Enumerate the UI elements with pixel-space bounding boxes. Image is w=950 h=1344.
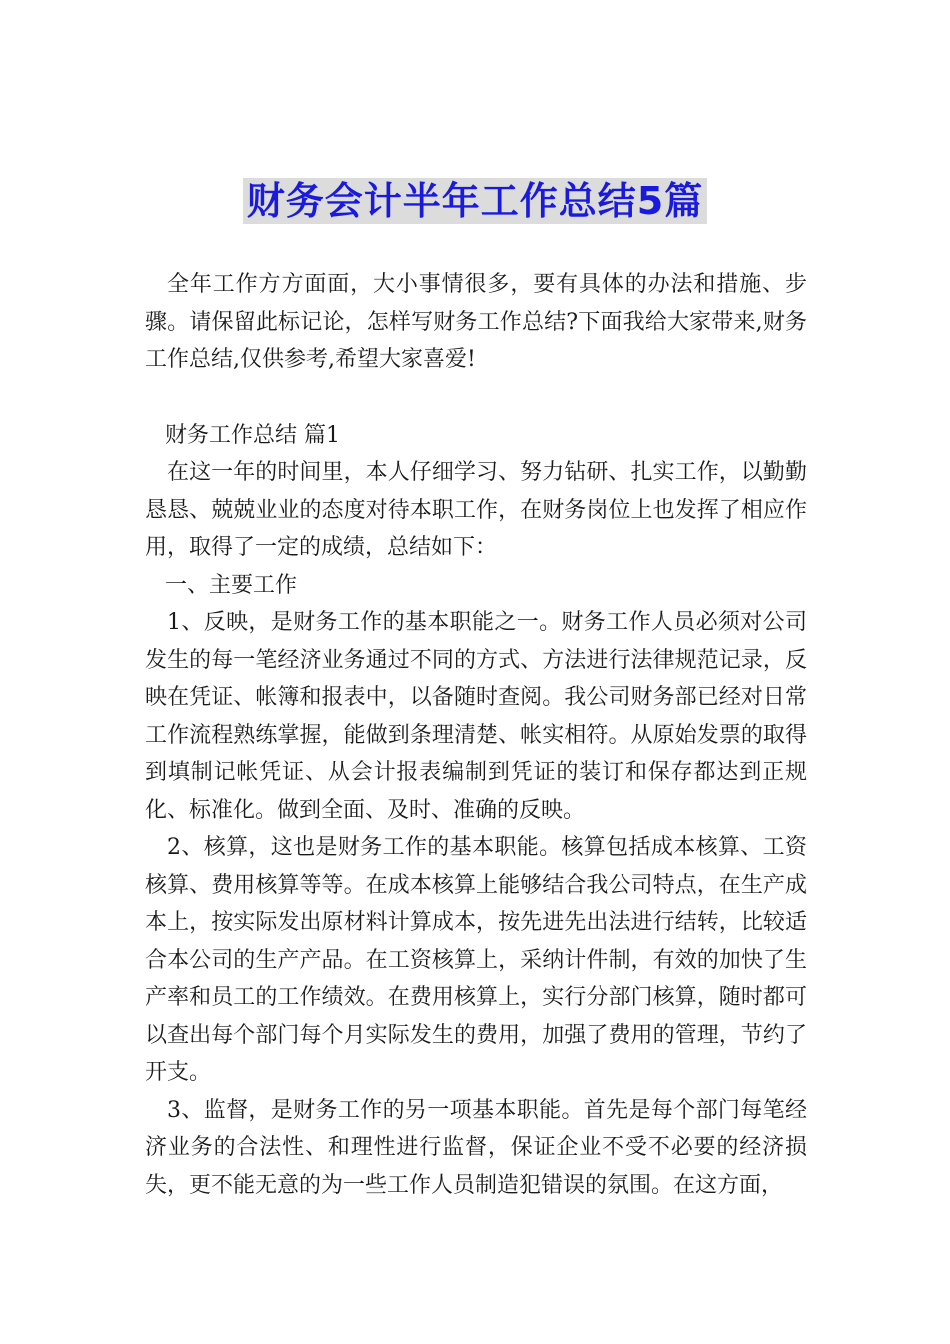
document-title: 财务会计半年工作总结5篇 (243, 178, 707, 224)
section-heading: 财务工作总结 篇1 (165, 422, 340, 448)
body-paragraph: 2、核算，这也是财务工作的基本职能。核算包括成本核算、工资核算、费用核算等等。在成本核算上能够结合我公司特点，在生产成本上，按实际发出原材料计算成本，按先进先出法进行结转，比较适合本公司的生产产品。在工资核算上，采纳计件制，有效的加快了生产率和员工的工作绩效。在费用核算上，实行分部门核算，随时都可以查出每个部门每个月实际发生的费用，加强了费用的管理，节约了开支。 (145, 835, 807, 1085)
intro-paragraph: 全年工作方方面面，大小事情很多，要有具体的办法和措施、步骤。请保留此标记论，怎样写财务工作总结?下面我给大家带来,财务工作总结,仅供参考,希望大家喜爱! (145, 272, 807, 372)
body-paragraph: 1、反映，是财务工作的基本职能之一。财务工作人员必须对公司发生的每一笔经济业务通过不同的方式、方法进行法律规范记录，反映在凭证、帐簿和报表中，以备随时查阅。我公司财务部已经对日常工作流程熟练掌握，能做到条理清楚、帐实相符。从原始发票的取得到填制记帐凭证、从会计报表编制到凭证的装订和保存都达到正规化、标准化。做到全面、及时、准确的反映。 (145, 610, 807, 823)
document-body (145, 266, 807, 1204)
subsection-heading: 一、主要工作 (165, 572, 298, 598)
body-paragraph: 3、监督，是财务工作的另一项基本职能。首先是每个部门每笔经济业务的合法性、和理性进行监督，保证企业不受不必要的经济损失，更不能无意的为一些工作人员制造犯错误的氛围。在这方面， (145, 1097, 807, 1198)
body-paragraph: 在这一年的时间里，本人仔细学习、努力钻研、扎实工作，以勤勤恳恳、兢兢业业的态度对待本职工作，在财务岗位上也发挥了相应作用，取得了一定的成绩，总结如下： (145, 460, 807, 560)
title-container (0, 178, 950, 224)
